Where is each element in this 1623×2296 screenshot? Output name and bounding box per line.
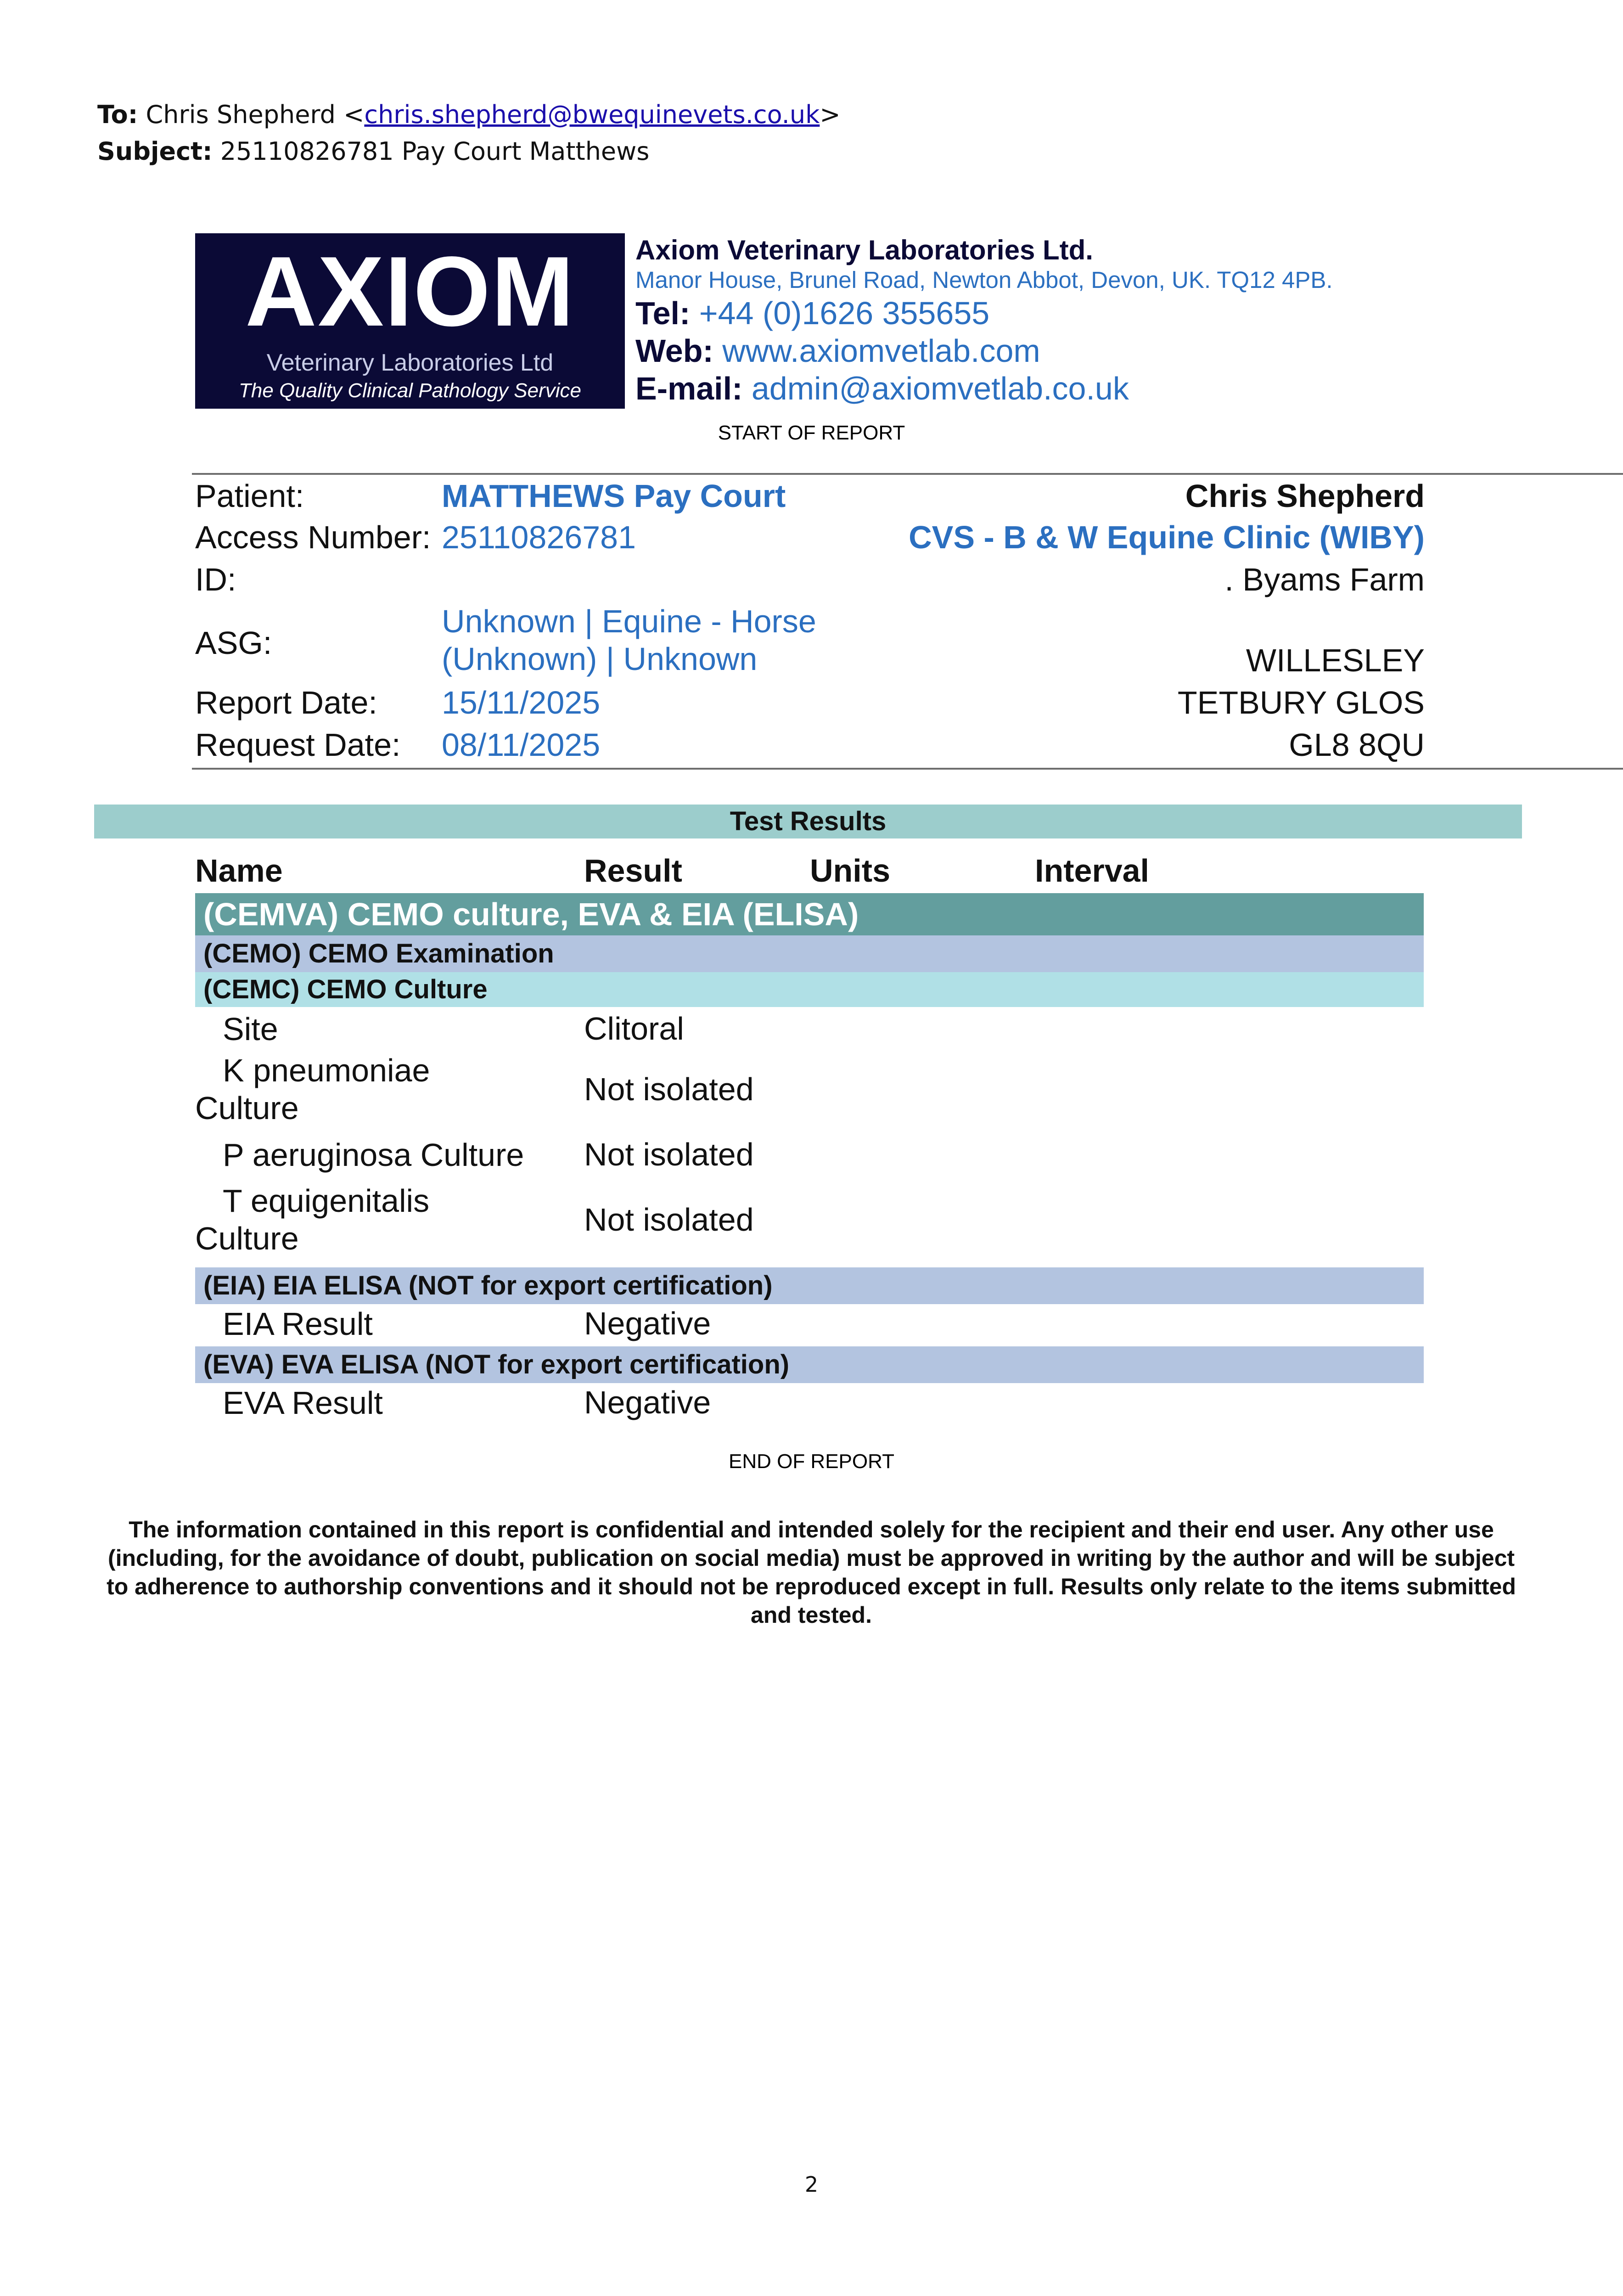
- site-result: Clitoral: [584, 1011, 684, 1047]
- recipient-address-3: TETBURY GLOS: [1177, 685, 1425, 720]
- start-of-report: START OF REPORT: [718, 422, 905, 444]
- lab-name: Axiom Veterinary Laboratories Ltd.: [635, 235, 1093, 265]
- section-cemo-culture-label: (CEMC) CEMO Culture: [203, 974, 488, 1004]
- test-results-bar: Test Results: [94, 805, 1522, 838]
- section-eva: [195, 1346, 1424, 1383]
- end-of-report: END OF REPORT: [728, 1450, 894, 1473]
- lab-address: Manor House, Brunel Road, Newton Abbot, Devon, UK. TQ12 4PB.: [635, 267, 1333, 293]
- to-email-link[interactable]: chris.shepherd@bwequinevets.co.uk: [364, 100, 820, 129]
- request-date-value: 08/11/2025: [442, 727, 601, 763]
- section-eia: [195, 1267, 1424, 1304]
- report-date-value: 15/11/2025: [442, 685, 601, 720]
- subject-text: 25110826781 Pay Court Matthews: [220, 137, 650, 166]
- patient-value: MATTHEWS Pay Court: [442, 478, 786, 514]
- asg-label: ASG:: [195, 625, 272, 661]
- recipient-postcode: GL8 8QU: [1289, 727, 1425, 763]
- lab-web: [635, 332, 1040, 369]
- logo-word: AXIOM: [245, 236, 575, 347]
- te-result: Not isolated: [584, 1202, 754, 1238]
- web-value[interactable]: www.axiomvetlab.com: [722, 333, 1040, 369]
- section-eia-label: (EIA) EIA ELISA (NOT for export certification): [203, 1271, 773, 1300]
- email-to-line: To: Chris Shepherd <chris.shepherd@bwequinevets.co.uk>: [97, 100, 841, 129]
- kp-result: Not isolated: [584, 1071, 754, 1107]
- subject-label: Subject:: [97, 137, 213, 166]
- eia-name: EIA Result: [223, 1306, 373, 1342]
- access-value: 25110826781: [442, 519, 636, 555]
- bottom-rule: [192, 768, 1623, 770]
- logo-tagline: The Quality Clinical Pathology Service: [239, 379, 581, 402]
- recipient-address-2: WILLESLEY: [1246, 642, 1425, 678]
- section-cemo-exam: [195, 935, 1424, 972]
- section-cemo-exam-label: (CEMO) CEMO Examination: [203, 939, 554, 968]
- email-subject-line: [97, 137, 649, 166]
- to-name: Chris Shepherd: [146, 100, 336, 129]
- to-label: To:: [97, 100, 138, 129]
- email-label: E-mail:: [635, 371, 743, 406]
- col-result: Result: [584, 853, 682, 889]
- col-interval: Interval: [1035, 853, 1149, 889]
- asg-line-2: (Unknown) | Unknown: [442, 641, 758, 677]
- top-rule: [192, 473, 1623, 475]
- col-units: Units: [810, 853, 890, 889]
- axiom-logo: [195, 233, 625, 409]
- pa-result: Not isolated: [584, 1137, 754, 1172]
- access-label: Access Number:: [195, 519, 431, 555]
- section-cemo-culture: [195, 972, 1424, 1007]
- lab-email: [635, 370, 1129, 407]
- te-name-line-1: T equigenitalis: [223, 1183, 430, 1219]
- email-value[interactable]: admin@axiomvetlab.co.uk: [751, 371, 1129, 406]
- logo-subtitle: Veterinary Laboratories Ltd: [266, 349, 554, 376]
- row-te-name: [195, 1182, 429, 1257]
- site-name: Site: [223, 1011, 278, 1047]
- col-name: Name: [195, 853, 283, 889]
- row-site-name: [195, 1010, 278, 1048]
- asg-value: [442, 602, 816, 678]
- eva-result: Negative: [584, 1384, 711, 1420]
- id-label: ID:: [195, 562, 236, 597]
- disclaimer: The information contained in this report is confidential and intended solely for the recipient and their end user. Any other use (including, for the avoidance of doubt, publication on social media) must be approved in writing by the author and will be subject to adherence to authorship conventions and it should not be reproduced except in full. Results only relate to the items submitted and tested.: [107, 1517, 1516, 1628]
- web-label: Web:: [635, 333, 713, 369]
- recipient-address-1: . Byams Farm: [1224, 562, 1425, 597]
- patient-label: Patient:: [195, 478, 304, 514]
- row-kp-name: [195, 1052, 430, 1127]
- group-cemva: [195, 893, 1424, 935]
- eia-result: Negative: [584, 1306, 711, 1341]
- kp-name-line-2: Culture: [195, 1090, 299, 1126]
- recipient-name: Chris Shepherd: [1185, 478, 1425, 514]
- row-eva-name: [195, 1384, 383, 1422]
- eva-name: EVA Result: [223, 1385, 383, 1421]
- report-date-label: Report Date:: [195, 685, 377, 720]
- group-cemva-label: (CEMVA) CEMO culture, EVA & EIA (ELISA): [203, 896, 859, 932]
- pa-name: P aeruginosa Culture: [223, 1137, 524, 1173]
- section-eva-label: (EVA) EVA ELISA (NOT for export certification): [203, 1350, 790, 1379]
- tel-label: Tel:: [635, 295, 691, 331]
- row-eia-name: [195, 1305, 373, 1343]
- kp-name-line-1: K pneumoniae: [223, 1052, 430, 1088]
- tel-value: +44 (0)1626 355655: [699, 295, 990, 331]
- recipient-clinic: CVS - B & W Equine Clinic (WIBY): [909, 519, 1425, 555]
- asg-line-1: Unknown | Equine - Horse: [442, 603, 816, 639]
- lab-tel: [635, 295, 989, 332]
- row-pa-name: [195, 1136, 524, 1174]
- te-name-line-2: Culture: [195, 1221, 299, 1256]
- request-date-label: Request Date:: [195, 727, 401, 763]
- page-number: 2: [804, 2172, 819, 2197]
